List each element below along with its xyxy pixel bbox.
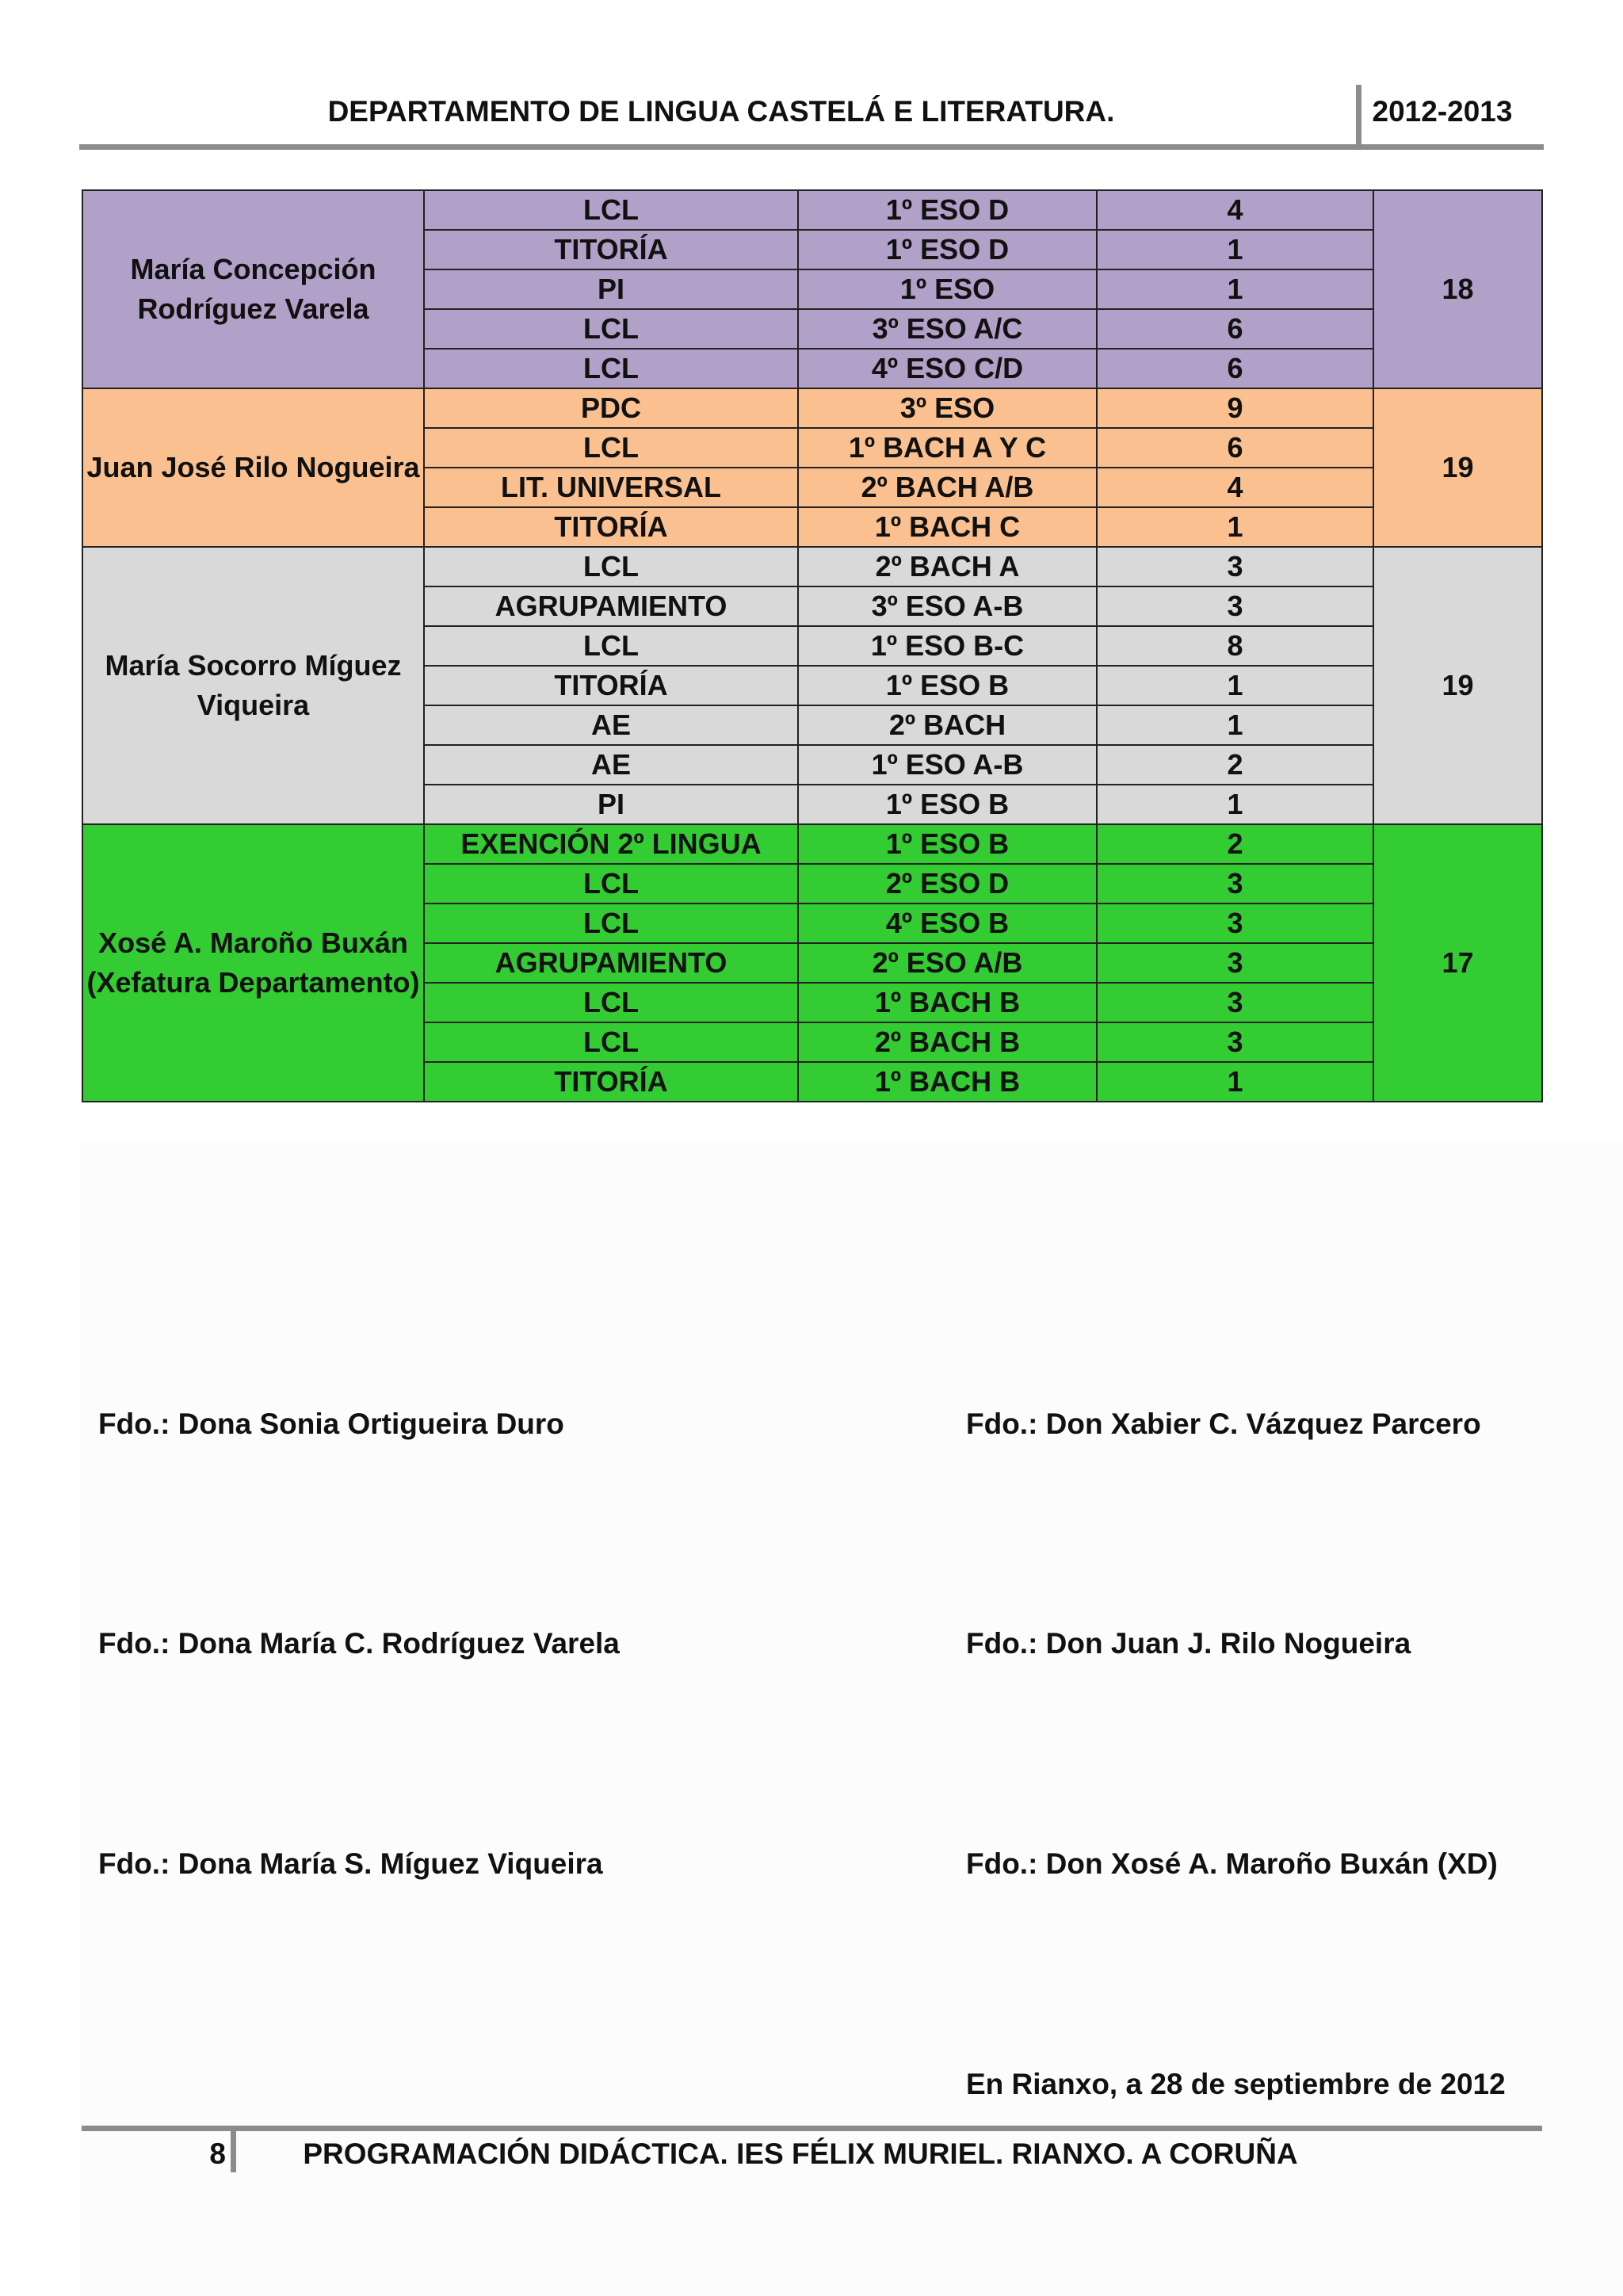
signature-line: Fdo.: Don Xabier C. Vázquez Parcero [966, 1408, 1481, 1440]
group-cell: 1º ESO B [798, 824, 1097, 864]
hours-cell: 3 [1097, 943, 1373, 983]
table-row [82, 547, 1542, 586]
table-row [82, 388, 1542, 428]
subject-cell: EXENCIÓN 2º LINGUA [424, 824, 798, 864]
subject-cell: LCL [424, 190, 798, 230]
subject-cell: TITORÍA [424, 507, 798, 547]
group-cell: 3º ESO A/C [798, 309, 1097, 349]
academic-year: 2012-2013 [1372, 95, 1513, 128]
total-hours-cell: 19 [1373, 547, 1542, 824]
department-title: DEPARTAMENTO DE LINGUA CASTELÁ E LITERATURA. [327, 95, 1115, 128]
hours-cell: 1 [1097, 666, 1373, 705]
subject-cell: AGRUPAMIENTO [424, 586, 798, 626]
group-cell: 1º ESO A-B [798, 745, 1097, 785]
hours-cell: 1 [1097, 269, 1373, 309]
teacher-name: María Socorro Míguez Viqueira [82, 547, 424, 824]
place-and-date: En Rianxo, a 28 de septiembre de 2012 [966, 2068, 1506, 2100]
subject-cell: TITORÍA [424, 230, 798, 269]
teacher-name: Xosé A. Maroño Buxán (Xefatura Departamento) [82, 824, 424, 1102]
signature-line: Fdo.: Dona Sonia Ortigueira Duro [98, 1408, 564, 1440]
signature-line: Fdo.: Don Juan J. Rilo Nogueira [966, 1627, 1411, 1660]
hours-cell: 1 [1097, 230, 1373, 269]
subject-cell: LCL [424, 309, 798, 349]
footer-divider [231, 2131, 236, 2172]
hours-cell: 4 [1097, 190, 1373, 230]
hours-cell: 6 [1097, 349, 1373, 388]
table-row [82, 190, 1542, 230]
teaching-schedule-table [82, 189, 1543, 1102]
page-number: 8 [209, 2137, 226, 2170]
hours-cell: 8 [1097, 626, 1373, 666]
subject-cell: LCL [424, 1022, 798, 1062]
total-hours-cell: 19 [1373, 388, 1542, 547]
group-cell: 1º ESO B [798, 666, 1097, 705]
group-cell: 1º BACH B [798, 983, 1097, 1022]
group-cell: 4º ESO B [798, 904, 1097, 943]
group-cell: 2º BACH [798, 705, 1097, 745]
teacher-name: Juan José Rilo Nogueira [82, 388, 424, 547]
hours-cell: 3 [1097, 586, 1373, 626]
subject-cell: LCL [424, 547, 798, 586]
signature-line: Fdo.: Don Xosé A. Maroño Buxán (XD) [966, 1847, 1498, 1880]
subject-cell: LCL [424, 904, 798, 943]
hours-cell: 3 [1097, 864, 1373, 904]
hours-cell: 1 [1097, 785, 1373, 824]
hours-cell: 6 [1097, 428, 1373, 468]
group-cell: 2º ESO A/B [798, 943, 1097, 983]
group-cell: 1º ESO [798, 269, 1097, 309]
hours-cell: 2 [1097, 824, 1373, 864]
group-cell: 1º ESO D [798, 230, 1097, 269]
group-cell: 3º ESO A-B [798, 586, 1097, 626]
footer-title: PROGRAMACIÓN DIDÁCTICA. IES FÉLIX MURIEL. RIANXO. A CORUÑA [303, 2137, 1298, 2170]
group-cell: 1º ESO B [798, 785, 1097, 824]
group-cell: 2º BACH A [798, 547, 1097, 586]
table-row [82, 824, 1542, 864]
hours-cell: 3 [1097, 983, 1373, 1022]
subject-cell: PI [424, 269, 798, 309]
total-hours-cell: 17 [1373, 824, 1542, 1102]
subject-cell: LCL [424, 428, 798, 468]
subject-cell: PI [424, 785, 798, 824]
subject-cell: LCL [424, 626, 798, 666]
teacher-name: María Concepción Rodríguez Varela [82, 190, 424, 388]
hours-cell: 1 [1097, 705, 1373, 745]
subject-cell: LCL [424, 983, 798, 1022]
group-cell: 2º BACH A/B [798, 468, 1097, 507]
group-cell: 3º ESO [798, 388, 1097, 428]
footer-rule [82, 2126, 1542, 2131]
group-cell: 2º BACH B [798, 1022, 1097, 1062]
subject-cell: PDC [424, 388, 798, 428]
hours-cell: 6 [1097, 309, 1373, 349]
total-hours-cell: 18 [1373, 190, 1542, 388]
group-cell: 4º ESO C/D [798, 349, 1097, 388]
page-background [79, 1141, 1623, 2296]
subject-cell: AE [424, 705, 798, 745]
hours-cell: 9 [1097, 388, 1373, 428]
hours-cell: 4 [1097, 468, 1373, 507]
header-rule [79, 144, 1544, 150]
subject-cell: LCL [424, 349, 798, 388]
hours-cell: 1 [1097, 1062, 1373, 1102]
subject-cell: LIT. UNIVERSAL [424, 468, 798, 507]
group-cell: 2º ESO D [798, 864, 1097, 904]
subject-cell: TITORÍA [424, 1062, 798, 1102]
subject-cell: AGRUPAMIENTO [424, 943, 798, 983]
hours-cell: 3 [1097, 1022, 1373, 1062]
subject-cell: TITORÍA [424, 666, 798, 705]
group-cell: 1º ESO D [798, 190, 1097, 230]
subject-cell: LCL [424, 864, 798, 904]
header-divider [1356, 85, 1361, 145]
hours-cell: 2 [1097, 745, 1373, 785]
group-cell: 1º BACH B [798, 1062, 1097, 1102]
hours-cell: 3 [1097, 547, 1373, 586]
signature-line: Fdo.: Dona María S. Míguez Viqueira [98, 1847, 603, 1880]
subject-cell: AE [424, 745, 798, 785]
group-cell: 1º ESO B-C [798, 626, 1097, 666]
group-cell: 1º BACH A Y C [798, 428, 1097, 468]
hours-cell: 3 [1097, 904, 1373, 943]
hours-cell: 1 [1097, 507, 1373, 547]
signature-line: Fdo.: Dona María C. Rodríguez Varela [98, 1627, 620, 1660]
group-cell: 1º BACH C [798, 507, 1097, 547]
